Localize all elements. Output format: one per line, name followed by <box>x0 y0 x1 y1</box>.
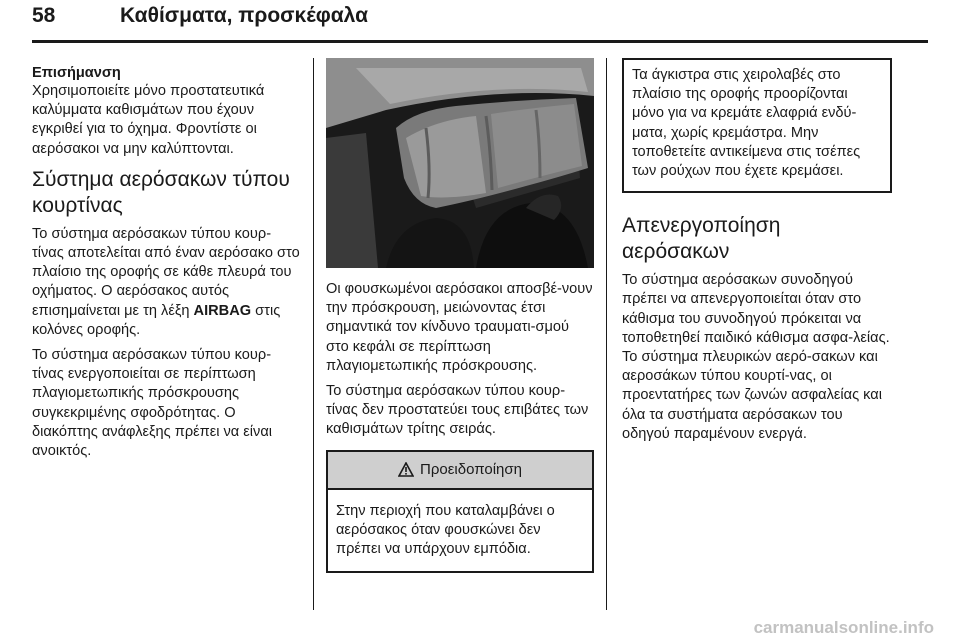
column-left <box>32 58 302 467</box>
deactivation-para: Το σύστημα αερόσακων συνοδηγού πρέπει να απενεργοποιείται όταν στο κάθισμα του συνοδηγού πρόκειται να τοποθετηθεί παιδικό κάθισμα ασφα-λείας. Το σύστημα πλευρικών αερό-σακων και αεροσάκων τύπου κουρτί-νας, οι προεντατήρες των ζωνών ασφαλείας και όλα τα συστήματα αερόσακων του οδηγού παραμένουν ενεργά. <box>622 272 890 442</box>
page-title: Καθίσματα, προσκέφαλα <box>120 4 368 27</box>
note-heading: Επισήμανση <box>32 65 121 81</box>
watermark: carmanualsonline.info <box>753 618 934 637</box>
warning-triangle-icon <box>398 462 414 477</box>
column-divider-right <box>606 58 607 610</box>
inflated-airbags-para: Οι φουσκωμένοι αερόσακοι αποσβέ-νουν την πρόσκρουση, μειώνοντας έτσι σημαντικά τον κίνδυνο τραυματι-σμού στο κεφάλι σε περίπτωση πλαγιομετωπικής πρόσκρουσης. <box>326 281 593 374</box>
column-middle <box>326 58 594 573</box>
warning-title: Προειδοποίηση <box>420 461 522 479</box>
curtain-airbag-photo <box>326 58 594 268</box>
warning-body <box>328 490 592 572</box>
warning-header <box>328 452 592 490</box>
page-number: 58 <box>32 4 56 27</box>
section-title-airbag-deactivation: Απενεργοποίηση αερόσακων <box>622 214 781 264</box>
section-title-curtain-airbags: Σύστημα αερόσακων τύπου κουρτίνας <box>32 167 290 217</box>
page-header <box>32 0 928 58</box>
hooks-notice-box <box>622 58 892 193</box>
curtain-airbag-para-2: Το σύστημα αερόσακων τύπου κουρ-τίνας ενεργοποιείται σε περίπτωση πλαγιομετωπικής πρόσκρουσης συγκεκριμένης σφοδρότητας. Ο διακόπτης ανάφλεξης πρέπει να είναι ανοικτός. <box>32 347 273 460</box>
header-rule <box>32 40 928 43</box>
third-row-para: Το σύστημα αερόσακων τύπου κουρ-τίνας δεν προστατεύει τους επιβάτες των καθισμάτων τρίτης σειράς. <box>326 383 589 438</box>
note-text: Χρησιμοποιείτε μόνο προστατευτικά καλύμματα καθισμάτων που έχουν εγκριθεί για το όχημα. Φροντίστε οι αερόσακοι να μην καλύπτονται. <box>32 83 265 157</box>
curtain-airbag-illustration <box>326 58 594 268</box>
warning-box <box>326 450 594 574</box>
curtain-airbag-para-1: Το σύστημα αερόσακων τύπου κουρ-τίνας αποτελείται από έναν αερόσακο στο πλαίσιο της οροφής σε κάθε πλευρά του οχήματος. Ο αερόσακος αυτός επισημαίνεται με τη λέξη AIRBAG στις κολόνες οροφής. <box>32 225 300 338</box>
hooks-notice-text: Τα άγκιστρα στις χειρολαβές στο πλαίσιο της οροφής προορίζονται μόνο για να κρεμάτε ελαφριά ενδύ-ματα, χωρίς κρεμάστρα. Μην τοποθετείτε αντικείμενα στις τσέπες των ρούχων που έχετε κρεμάσει. <box>632 67 861 180</box>
column-divider-left <box>313 58 314 610</box>
warning-text: Στην περιοχή που καταλαμβάνει ο αερόσακος όταν φουσκώνει δεν πρέπει να υπάρχουν εμπόδια. <box>336 502 555 558</box>
airbag-keyword: AIRBAG <box>193 302 252 319</box>
column-right <box>622 58 892 450</box>
